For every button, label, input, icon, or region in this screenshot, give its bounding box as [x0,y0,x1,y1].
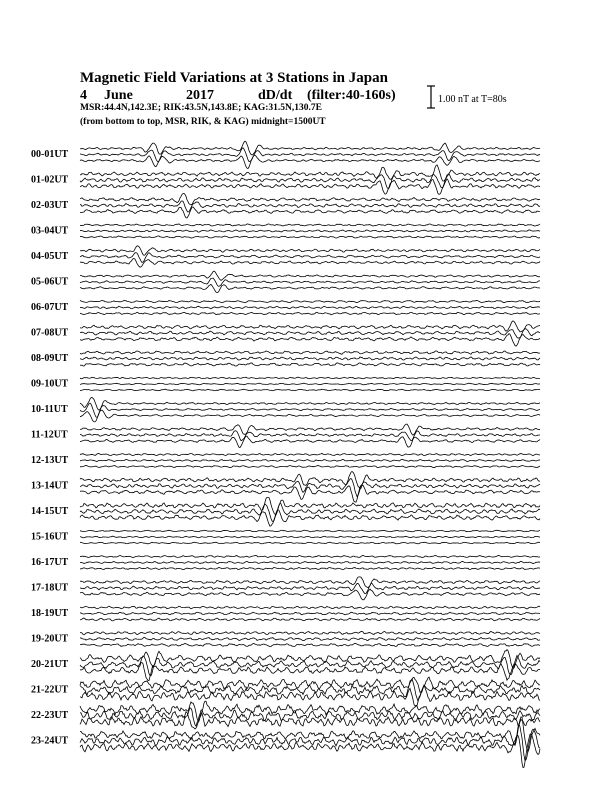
trace-kag-12-13UT [80,453,540,455]
trace-kag-09-10UT [80,377,540,379]
row-label: 16-17UT [31,557,69,568]
row-label: 07-08UT [31,327,69,339]
trace-msr-05-06UT [80,284,540,292]
chart-title: Magnetic Field Variations at 3 Stations in Japan [80,70,388,86]
trace-rik-08-09UT [80,357,540,360]
scale-bar-label: 1.00 nT at T=80s [438,94,507,105]
trace-msr-11-12UT [80,436,540,447]
trace-kag-06-07UT [80,300,540,302]
trace-rik-12-13UT [80,459,540,461]
trace-msr-17-18UT [80,589,540,600]
row-label: 17-18UT [31,582,69,594]
trace-rik-16-17UT [80,561,540,563]
trace-kag-19-20UT [80,631,540,635]
filter-label: (filter:40-160s) [307,88,396,103]
row-label: 03-04UT [31,225,69,237]
row-label: 14-15UT [31,506,69,517]
trace-msr-08-09UT [80,363,540,366]
trace-rik-19-20UT [80,637,540,640]
trace-rik-02-03UT [80,201,540,212]
trace-rik-09-10UT [80,383,540,385]
trace-kag-15-16UT [80,530,540,532]
trace-rik-11-12UT [80,431,540,441]
trace-msr-15-16UT [80,542,540,544]
trace-rik-06-07UT [80,306,540,309]
row-label: 23-24UT [31,735,69,747]
trace-msr-16-17UT [80,567,540,569]
row-label: 09-10UT [31,378,69,390]
trace-kag-04-05UT [80,246,540,255]
date-year: 2017 [186,88,214,103]
trace-msr-00-01UT [80,155,540,168]
trace-msr-06-07UT [80,312,540,314]
row-label: 20-21UT [31,659,69,670]
stations-line: MSR:44.4N,142.3E; RIK:43.5N,143.8E; KAG:31.5N,130.7E [80,103,322,113]
trace-msr-13-14UT [80,485,540,502]
row-label: 10-11UT [31,404,68,415]
station-order-note: (from bottom to top, MSR, RIK, & KAG) midnight=1500UT [80,117,326,127]
trace-msr-09-10UT [80,389,540,391]
trace-kag-16-17UT [80,555,540,557]
trace-kag-18-19UT [80,606,540,609]
trace-msr-07-08UT [80,334,540,347]
row-label: 11-12UT [31,429,68,441]
date-month: June [104,88,133,103]
trace-rik-05-06UT [80,278,540,286]
trace-kag-17-18UT [80,577,540,588]
row-label: 12-13UT [31,455,69,466]
trace-msr-18-19UT [80,618,540,621]
trace-rik-03-04UT [80,230,540,232]
trace-rik-07-08UT [80,329,540,338]
trace-rik-13-14UT [80,479,540,497]
row-label: 21-22UT [31,684,69,696]
trace-rik-15-16UT [80,536,540,538]
trace-msr-19-20UT [80,643,540,646]
trace-msr-10-11UT [80,410,540,422]
row-label: 01-02UT [31,174,69,186]
row-label: 00-01UT [31,149,69,160]
date-day: 4 [80,88,87,103]
row-label: 02-03UT [31,200,69,211]
trace-kag-03-04UT [80,224,540,226]
row-label: 04-05UT [31,251,69,262]
trace-msr-03-04UT [80,236,540,238]
trace-rik-18-19UT [80,612,540,615]
row-label: 18-19UT [31,608,69,619]
component-label: dD/dt [258,88,293,103]
trace-msr-04-05UT [80,258,540,267]
trace-rik-22-23UT [80,708,540,726]
trace-kag-02-03UT [80,193,540,204]
trace-msr-02-03UT [80,207,540,218]
trace-kag-00-01UT [80,141,540,155]
trace-rik-17-18UT [80,583,540,593]
trace-kag-07-08UT [80,321,540,332]
row-label: 08-09UT [31,353,69,364]
trace-rik-21-22UT [80,679,540,701]
trace-kag-08-09UT [80,351,540,354]
row-label: 19-20UT [31,633,69,645]
row-label: 06-07UT [31,302,69,313]
trace-msr-23-24UT [80,734,540,768]
row-label: 13-14UT [31,480,69,492]
trace-msr-21-22UT [80,685,540,706]
row-label: 22-23UT [31,710,69,721]
trace-rik-10-11UT [80,403,540,417]
scale-bar [427,86,435,108]
trace-rik-23-24UT [80,724,540,761]
trace-kag-10-11UT [80,397,540,410]
trace-kag-11-12UT [80,424,540,435]
row-label: 15-16UT [31,531,69,543]
trace-rik-04-05UT [80,253,540,263]
trace-kag-13-14UT [80,472,540,489]
trace-msr-01-02UT [80,179,540,195]
trace-msr-12-13UT [80,465,540,467]
trace-msr-22-23UT [80,712,540,729]
row-label: 05-06UT [31,276,69,288]
trace-kag-05-06UT [80,271,540,280]
